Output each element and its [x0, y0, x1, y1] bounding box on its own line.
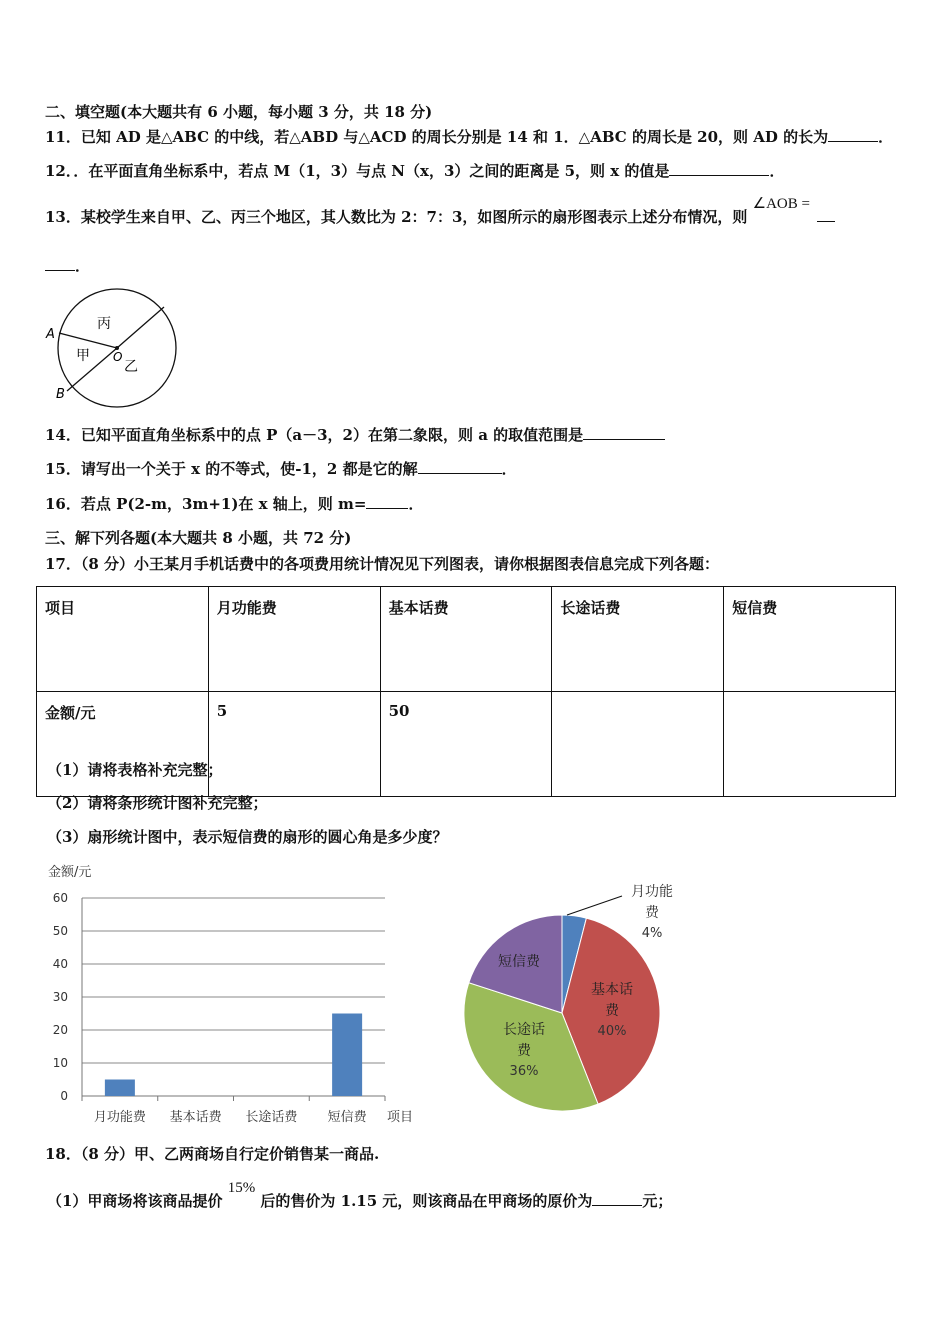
question-16-text: 16．若点 P(2-m，3m+1)在 x 轴上，则 m=	[45, 495, 367, 513]
bar-chart-xlabel: 项目	[387, 1110, 414, 1125]
question-12-text: 12．．在平面直角坐标系中，若点 M（1，3）与点 N（x，3）之间的距离是 5，则 x 的值是	[45, 162, 670, 180]
answer-blank[interactable]	[366, 494, 408, 509]
question-18-sub1-mid: 后的售价为 1.15 元，则该商品在甲商场的原价为	[260, 1192, 593, 1210]
table-cell: 5	[208, 692, 380, 797]
question-18-sub1	[47, 1180, 673, 1212]
pie-label: 费	[645, 905, 659, 921]
question-end-mark: ．	[75, 257, 91, 275]
pie-pct-label: 40%	[597, 1024, 627, 1039]
bar-x-tick-label: 基本话费	[169, 1110, 222, 1125]
answer-blank[interactable]	[817, 207, 835, 222]
table-row	[37, 692, 896, 797]
table-cell-empty[interactable]	[724, 692, 896, 797]
bar-y-tick-label: 50	[52, 924, 68, 938]
table-cell: 金额/元	[37, 692, 209, 797]
markup-percent: 15%	[227, 1180, 256, 1196]
question-18: 18．（8 分）甲、乙两商场自行定价销售某一商品.	[45, 1145, 380, 1163]
question-15	[45, 459, 517, 479]
label-b: B	[56, 387, 65, 402]
question-end-mark: ．	[501, 460, 517, 478]
radius-oa	[59, 333, 117, 348]
bar-chart	[40, 858, 430, 1130]
section-3-heading: 三、解下列各题(本大题共 8 小题，共 72 分)	[45, 529, 352, 547]
table-cell: 短信费	[724, 587, 896, 692]
bar-y-tick-label: 40	[52, 957, 68, 971]
bar-x-tick-label: 短信费	[327, 1110, 367, 1125]
section-2-heading: 二、填空题(本大题共有 6 小题，每小题 3 分，共 18 分)	[45, 103, 433, 121]
pie-label: 基本话	[591, 982, 633, 998]
table-cell: 基本话费	[380, 587, 552, 692]
answer-blank[interactable]	[583, 425, 665, 440]
sector-label-yi: 乙	[124, 359, 138, 375]
question-15-text: 15．请写出一个关于 x 的不等式，使-1，2 都是它的解	[45, 460, 418, 478]
pie-pct-label: 4%	[641, 926, 663, 941]
bar-chart-ylabel: 金额/元	[48, 865, 92, 880]
bar-x-tick-label: 月功能费	[93, 1110, 146, 1125]
table-cell: 长途话费	[552, 587, 724, 692]
pie-label: 月功能	[631, 884, 673, 900]
question-end-mark: ．	[769, 162, 785, 180]
question-11-text: 11．已知 AD 是△ABC 的中线，若△ABD 与△ACD 的周长分别是 14 和 1．△ABC 的周长是 20，则 AD 的长为	[45, 128, 829, 146]
question-13	[45, 196, 835, 228]
bar-y-tick-label: 0	[60, 1089, 68, 1103]
radius-ob	[67, 348, 117, 391]
question-13-text: 13．某校学生来自甲、乙、丙三个地区，其人数比为 2：7：3，如图所示的扇形图表示上述分布情况，则	[45, 208, 748, 226]
question-12	[45, 161, 784, 181]
question-17-sub1: （1）请将表格补充完整；	[47, 761, 223, 779]
pie-chart	[440, 872, 700, 1122]
radius-oc	[117, 307, 164, 348]
question-14	[45, 425, 665, 445]
answer-blank-continued[interactable]	[45, 256, 75, 271]
question-14-text: 14．已知平面直角坐标系中的点 P（a－3，2）在第二象限，则 a 的取值范围是	[45, 426, 584, 444]
bar-x-tick-label: 长途话费	[245, 1110, 298, 1125]
question-18-sub1-end: 元；	[642, 1192, 673, 1210]
bar-0	[105, 1080, 135, 1097]
table-cell-empty[interactable]	[552, 692, 724, 797]
question-17-sub3: （3）扇形统计图中，表示短信费的扇形的圆心角是多少度？	[47, 828, 448, 846]
bar-y-tick-label: 30	[52, 990, 68, 1004]
pie-label: 长途话	[503, 1022, 545, 1038]
question-16	[45, 494, 423, 514]
pie-label: 费	[517, 1043, 531, 1059]
sector-figure	[40, 285, 185, 415]
bar-y-tick-label: 10	[52, 1056, 68, 1070]
label-a: A	[46, 327, 55, 342]
pie-leader-line	[567, 896, 622, 915]
angle-formula: ∠AOB =	[752, 196, 810, 212]
table-cell: 50	[380, 692, 552, 797]
answer-blank[interactable]	[592, 1191, 642, 1206]
question-18-sub1-start: （1）甲商场将该商品提价	[47, 1192, 223, 1210]
table-cell: 月功能费	[208, 587, 380, 692]
question-end-mark: ．	[878, 128, 894, 146]
label-o: O	[113, 350, 123, 364]
sector-label-bing: 丙	[97, 316, 111, 332]
table-header-row	[37, 587, 896, 692]
table-cell: 项目	[37, 587, 209, 692]
pie-label: 短信费	[498, 954, 540, 970]
bar-y-tick-label: 20	[52, 1023, 68, 1037]
answer-blank[interactable]	[828, 127, 878, 142]
answer-blank[interactable]	[669, 161, 769, 176]
question-17-sub2: （2）请将条形统计图补充完整；	[47, 794, 268, 812]
sector-label-jia: 甲	[76, 348, 90, 364]
question-13-continued	[45, 256, 90, 276]
question-11	[45, 127, 893, 147]
bar-y-tick-label: 60	[52, 891, 68, 905]
bar-3	[332, 1014, 362, 1097]
pie-pct-label: 36%	[509, 1064, 539, 1079]
pie-label: 费	[605, 1003, 619, 1019]
question-end-mark: ．	[408, 495, 424, 513]
answer-blank[interactable]	[418, 459, 502, 474]
question-17: 17．（8 分）小王某月手机话费中的各项费用统计情况见下列图表，请你根据图表信息完成下列各题：	[45, 555, 720, 573]
